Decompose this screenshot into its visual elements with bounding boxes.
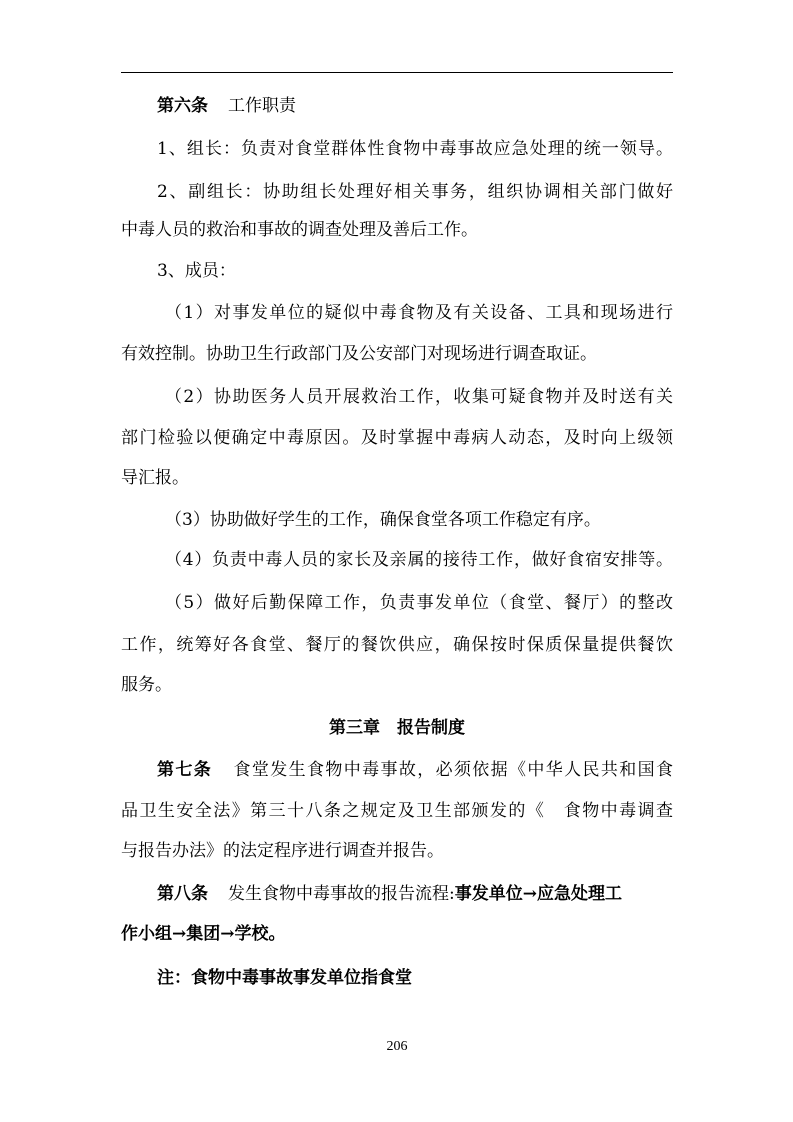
- article-6-sub-3: （3）协助做好学生的工作，确保食堂各项工作稳定有序。: [165, 510, 601, 530]
- article-6-sub-5-line-3: 服务。: [121, 675, 172, 695]
- article-6-sub-1-line-1: （1）对事发单位的疑似中毒食物及有关设备、工具和现场进行: [165, 303, 673, 323]
- article-8-label: 第八条: [157, 884, 208, 904]
- article-8-text: 发生食物中毒事故的报告流程:: [228, 884, 455, 904]
- article-8-line-1: [121, 874, 673, 914]
- article-6-heading-line: [121, 86, 673, 126]
- article-6-label: 第六条: [157, 96, 208, 116]
- article-6-sub-5-line-1: （5）做好后勤保障工作，负责事发单位（食堂、餐厅）的整改: [165, 593, 673, 613]
- article-6-sub-2-line-3: 导汇报。: [121, 468, 189, 488]
- article-8-flow-1: 事发单位→应急处理工: [454, 884, 622, 904]
- article-6-sub-1-line-2: 有效控制。协助卫生行政部门及公安部门对现场进行调查取证。: [121, 344, 597, 364]
- article-6-item-3: 3、成员：: [157, 261, 236, 281]
- note: 注：食物中毒事故事发单位指食堂: [157, 968, 412, 988]
- article-7-line-1: [121, 750, 673, 790]
- article-6-sub-2-line-1: （2）协助医务人员开展救治工作，收集可疑食物并及时送有关: [165, 387, 673, 407]
- article-7-line-3: 与报告办法》的法定程序进行调查并报告。: [121, 841, 444, 861]
- article-6-item-2-line-2: 中毒人员的救治和事故的调查处理及善后工作。: [121, 220, 478, 240]
- article-7-text-1: 食堂发生食物中毒事故，必须依据《中华人民共和国食: [232, 760, 674, 780]
- article-6-sub-2-line-2: 部门检验以便确定中毒原因。及时掌握中毒病人动态，及时向上级领: [121, 428, 673, 448]
- page-number: 206: [386, 1039, 408, 1054]
- article-6-title: 工作职责: [228, 96, 296, 116]
- article-8-flow-2: 作小组→集团→学校。: [121, 924, 286, 944]
- article-6-item-1: 1、组长：负责对食堂群体性食物中毒事故应急处理的统一领导。: [157, 139, 673, 159]
- article-6-sub-4: （4）负责中毒人员的家长及亲属的接待工作，做好食宿安排等。: [165, 550, 673, 570]
- chapter-3-title: 第三章 报告制度: [329, 718, 465, 738]
- article-7-label: 第七条: [157, 760, 213, 780]
- article-7-line-2: 品卫生安全法》第三十八条之规定及卫生部颁发的《 食物中毒调查: [121, 801, 673, 821]
- article-6-sub-5-line-2: 工作，统筹好各食堂、餐厅的餐饮供应，确保按时保质保量提供餐饮: [121, 635, 673, 655]
- header-rule: [121, 72, 673, 73]
- article-6-item-2-line-1: 2、副组长：协助组长处理好相关事务，组织协调相关部门做好: [157, 182, 673, 202]
